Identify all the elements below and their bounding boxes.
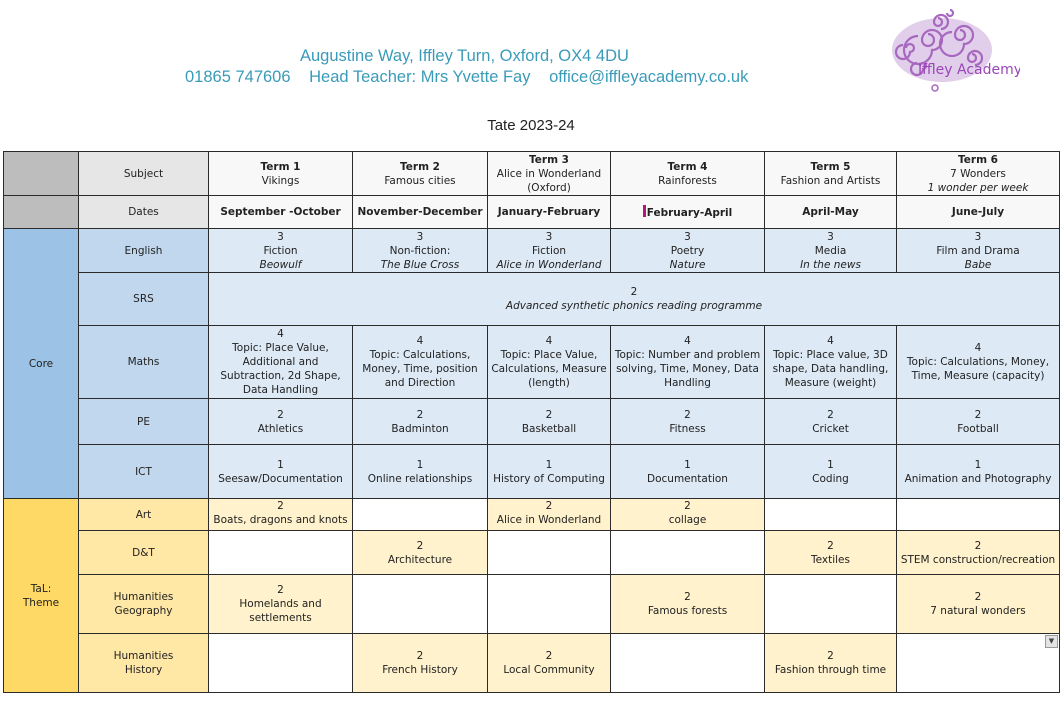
logo-text: Iffley Academy xyxy=(918,62,1020,78)
geography-row xyxy=(4,575,1060,634)
dt-cell-empty xyxy=(611,531,765,575)
school-contact-line xyxy=(185,68,748,87)
maths-cell: 4 Topic: Calculations, Money, Time, position and Direction xyxy=(353,326,488,399)
pe-cell: 2 Basketball xyxy=(488,399,611,445)
corner-cell xyxy=(4,152,79,196)
dates-label: Dates xyxy=(79,196,209,229)
art-cell-empty xyxy=(897,499,1060,531)
ict-cell: 1 History of Computing xyxy=(488,445,611,499)
term-5-dates: April-May xyxy=(765,196,897,229)
art-cell: 2 Boats, dragons and knots xyxy=(209,499,353,531)
srs-row xyxy=(4,273,1060,326)
pe-row xyxy=(4,399,1060,445)
art-cell-empty xyxy=(765,499,897,531)
spiral-logo-icon xyxy=(880,4,1020,96)
pe-cell: 2 Fitness xyxy=(611,399,765,445)
school-logo xyxy=(880,4,1020,96)
term-3-dates: January-February xyxy=(488,196,611,229)
curriculum-table xyxy=(3,151,1060,693)
pe-cell: 2 Athletics xyxy=(209,399,353,445)
history-cell: 2 Fashion through time xyxy=(765,634,897,693)
theme-group-label: TaL: Theme xyxy=(4,499,79,693)
term-6-header: Term 6 7 Wonders 1 wonder per week xyxy=(897,152,1060,196)
ict-label: ICT xyxy=(79,445,209,499)
dt-cell-empty xyxy=(209,531,353,575)
ict-cell: 1 Documentation xyxy=(611,445,765,499)
srs-label: SRS xyxy=(79,273,209,326)
term-1-dates: September -October xyxy=(209,196,353,229)
maths-cell: 4 Topic: Place Value, Additional and Subtraction, 2d Shape, Data Handling xyxy=(209,326,353,399)
art-cell-empty xyxy=(353,499,488,531)
maths-row xyxy=(4,326,1060,399)
dt-cell-empty xyxy=(488,531,611,575)
dt-label: D&T xyxy=(79,531,209,575)
term-4-header: Term 4 Rainforests xyxy=(611,152,765,196)
ict-cell: 1 Animation and Photography xyxy=(897,445,1060,499)
dt-cell: 2 Textiles xyxy=(765,531,897,575)
maths-cell: 4 Topic: Calculations, Money, Time, Measure (capacity) xyxy=(897,326,1060,399)
header-row xyxy=(4,152,1060,196)
term-5-header: Term 5 Fashion and Artists xyxy=(765,152,897,196)
english-label: English xyxy=(79,229,209,273)
history-label: Humanities History xyxy=(79,634,209,693)
pe-cell: 2 Badminton xyxy=(353,399,488,445)
school-phone: 01865 747606 xyxy=(185,68,291,86)
geography-label: Humanities Geography xyxy=(79,575,209,634)
history-cell-empty xyxy=(897,634,1060,693)
geography-cell: 2 Homelands and settlements xyxy=(209,575,353,634)
art-cell: 2 Alice in Wonderland xyxy=(488,499,611,531)
maths-cell: 4 Topic: Number and problem solving, Time, Money, Data Handling xyxy=(611,326,765,399)
english-cell: 3 Film and Drama Babe xyxy=(897,229,1060,273)
art-cell: 2 collage xyxy=(611,499,765,531)
maths-label: Maths xyxy=(79,326,209,399)
term-3-header: Term 3 Alice in Wonderland (Oxford) xyxy=(488,152,611,196)
history-cell: 2 French History xyxy=(353,634,488,693)
school-email[interactable]: office@iffleyacademy.co.uk xyxy=(549,68,749,86)
geography-cell: 2 7 natural wonders xyxy=(897,575,1060,634)
history-row xyxy=(4,634,1060,693)
art-label: Art xyxy=(79,499,209,531)
geography-cell: 2 Famous forests xyxy=(611,575,765,634)
corner-cell xyxy=(4,196,79,229)
history-cell-empty xyxy=(611,634,765,693)
maths-cell: 4 Topic: Place value, 3D shape, Data handling, Measure (weight) xyxy=(765,326,897,399)
ict-cell: 1 Seesaw/Documentation xyxy=(209,445,353,499)
ict-cell: 1 Online relationships xyxy=(353,445,488,499)
school-address: Augustine Way, Iffley Turn, Oxford, OX4 4DU xyxy=(300,47,629,65)
pe-cell: 2 Cricket xyxy=(765,399,897,445)
dropdown-arrow-icon[interactable]: ▼ xyxy=(1045,635,1058,648)
history-cell-empty xyxy=(209,634,353,693)
ict-cell: 1 Coding xyxy=(765,445,897,499)
english-cell: 3 Media In the news xyxy=(765,229,897,273)
head-teacher: Head Teacher: Mrs Yvette Fay xyxy=(309,68,531,86)
geography-cell-empty xyxy=(488,575,611,634)
dates-row xyxy=(4,196,1060,229)
dt-cell: 2 STEM construction/recreation xyxy=(897,531,1060,575)
pe-cell: 2 Football xyxy=(897,399,1060,445)
english-row xyxy=(4,229,1060,273)
maths-cell: 4 Topic: Place Value, Calculations, Measure (length) xyxy=(488,326,611,399)
english-cell: 3 Poetry Nature xyxy=(611,229,765,273)
geography-cell-empty xyxy=(765,575,897,634)
term-4-dates: February-April xyxy=(611,196,765,229)
term-6-dates: June-July xyxy=(897,196,1060,229)
english-cell: 3 Non-fiction: The Blue Cross xyxy=(353,229,488,273)
comment-marker-icon[interactable] xyxy=(643,205,646,217)
term-2-dates: November-December xyxy=(353,196,488,229)
term-2-header: Term 2 Famous cities xyxy=(353,152,488,196)
subject-label: Subject xyxy=(79,152,209,196)
geography-cell-empty xyxy=(353,575,488,634)
srs-cell: 2 Advanced synthetic phonics reading programme xyxy=(209,273,1060,326)
pe-label: PE xyxy=(79,399,209,445)
ict-row xyxy=(4,445,1060,499)
core-group-label: Core xyxy=(4,229,79,499)
history-cell: 2 Local Community xyxy=(488,634,611,693)
dt-row xyxy=(4,531,1060,575)
english-cell: 3 Fiction Alice in Wonderland xyxy=(488,229,611,273)
document-title: Tate 2023-24 xyxy=(487,117,575,134)
art-row xyxy=(4,499,1060,531)
dt-cell: 2 Architecture xyxy=(353,531,488,575)
term-1-header: Term 1 Vikings xyxy=(209,152,353,196)
english-cell: 3 Fiction Beowulf xyxy=(209,229,353,273)
